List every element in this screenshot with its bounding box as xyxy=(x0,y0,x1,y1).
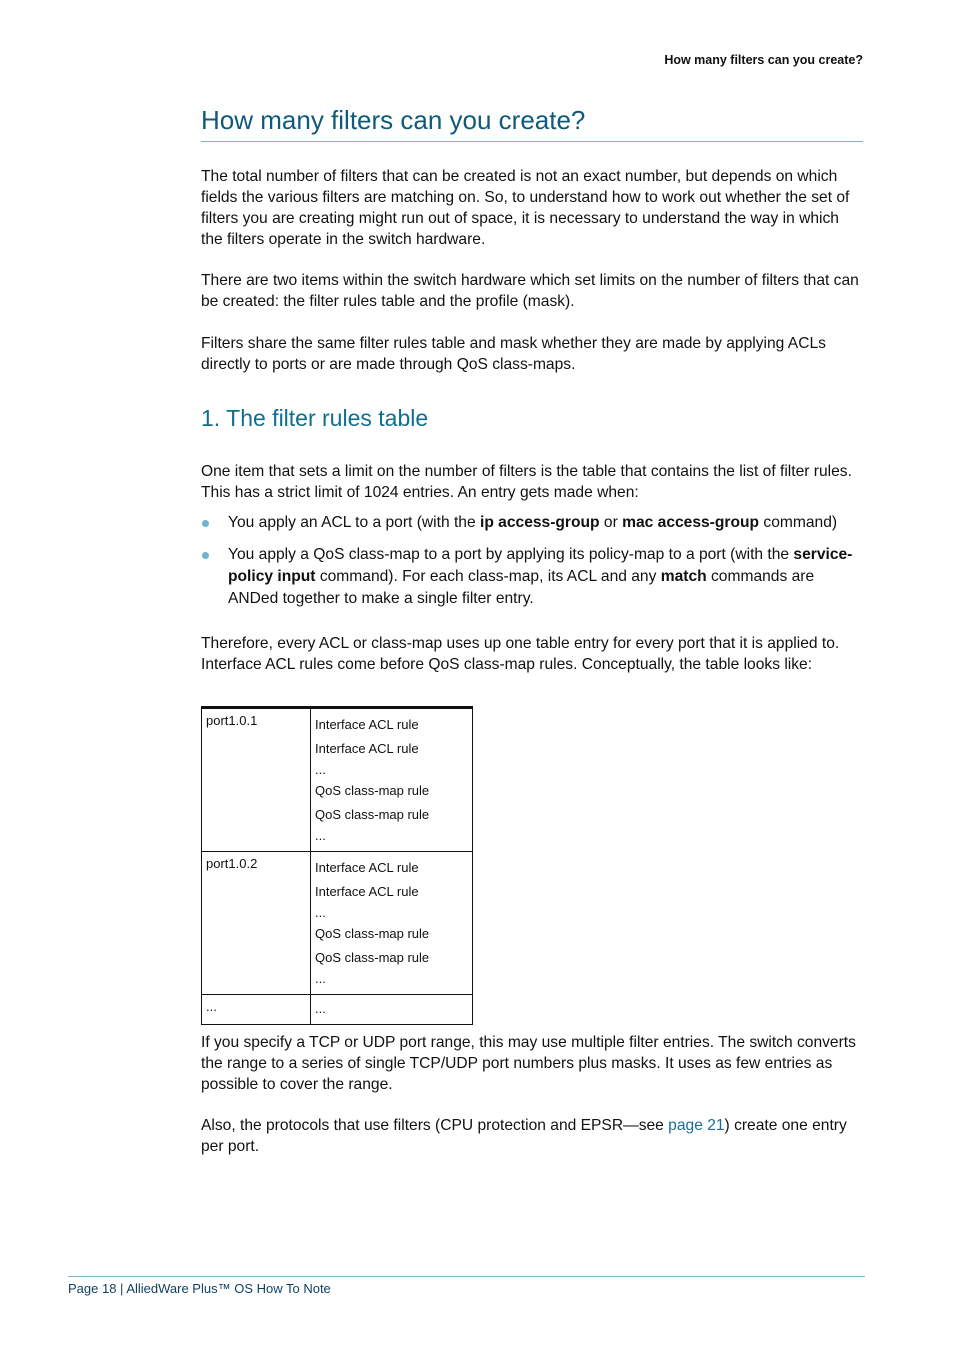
rule-line: QoS class-map rule xyxy=(315,926,430,941)
command-name: ip access-group xyxy=(479,514,600,531)
section-paragraph-1: One item that sets a limit on the number of filters is the table that contains the list of filter rules. This has a strict limit of 1024 entries. An entry gets made when: xyxy=(201,463,852,501)
rule-line: Interface ACL rule xyxy=(315,860,419,875)
filter-rules-table xyxy=(201,706,473,1025)
rule-line: Interface ACL rule xyxy=(315,717,419,732)
section-paragraph-4 xyxy=(201,1115,863,1157)
table-row xyxy=(202,995,473,1025)
rules-cell xyxy=(311,708,473,852)
rule-line: ... xyxy=(315,905,326,920)
rule-line: QoS class-map rule xyxy=(315,949,430,965)
intro-paragraph-2: There are two items within the switch hardware which set limits on the number of filters that can be created: the filter rules table and the profile (mask). xyxy=(201,272,859,310)
intro-paragraph-3: Filters share the same filter rules table and mask whether they are made by applying ACLs directly to ports or are made through QoS class-maps. xyxy=(201,335,826,373)
rule-line: Interface ACL rule xyxy=(315,740,419,756)
rule-line: ... xyxy=(315,1001,326,1016)
rule-line: ... xyxy=(315,971,326,986)
section-paragraph-3: If you specify a TCP or UDP port range, this may use multiple filter entries. The switch converts the range to a series of single TCP/UDP port numbers plus masks. It uses as few entries as possible to cover the range. xyxy=(201,1034,856,1093)
rules-cell xyxy=(311,852,473,995)
bullet-text: or xyxy=(599,514,623,531)
table-row xyxy=(202,708,473,852)
command-name: mac access-group xyxy=(622,514,760,531)
footer-text: Page 18 | AlliedWare Plus™ OS How To Note xyxy=(68,1281,331,1296)
running-head: How many filters can you create? xyxy=(664,53,863,67)
rule-line: QoS class-map rule xyxy=(315,806,430,822)
rule-line: QoS class-map rule xyxy=(315,783,430,798)
port-cell: ... xyxy=(202,995,311,1025)
page-21-link[interactable]: page 21 xyxy=(668,1117,725,1134)
command-name: match xyxy=(660,568,707,585)
table-row xyxy=(202,852,473,995)
footer-divider xyxy=(68,1276,865,1277)
bullet-item xyxy=(201,512,863,534)
paragraph-text: ) create one entry per port. xyxy=(201,1117,847,1155)
port-cell: port1.0.2 xyxy=(202,852,311,995)
bullet-text: You apply a QoS class-map to a port by applying its policy-map to a port (with the xyxy=(228,546,794,563)
bullet-dot-icon xyxy=(202,552,209,559)
bullet-text: You apply an ACL to a port (with the xyxy=(228,514,480,531)
rule-line: Interface ACL rule xyxy=(315,883,419,899)
bullet-dot-icon xyxy=(202,520,209,527)
page-title: How many filters can you create? xyxy=(201,105,863,142)
rules-cell xyxy=(311,995,473,1025)
section-paragraph-2: Therefore, every ACL or class-map uses up one table entry for every port that it is applied to. Interface ACL rules come before QoS class-map rules. Conceptually, the table looks like: xyxy=(201,635,840,673)
rule-line: ... xyxy=(315,762,326,777)
section-title: 1. The filter rules table xyxy=(201,405,429,431)
command-name: service-policy input xyxy=(228,546,853,585)
rule-line: ... xyxy=(315,828,326,843)
paragraph-text: Also, the protocols that use filters (CPU protection and EPSR—see xyxy=(201,1117,669,1134)
bullet-text: commands are ANDed together to make a single filter entry. xyxy=(228,568,815,607)
bullet-text: command). For each class-map, its ACL and any xyxy=(315,568,661,585)
port-cell: port1.0.1 xyxy=(202,708,311,852)
bullet-text: command) xyxy=(759,514,838,531)
intro-paragraph-1: The total number of filters that can be created is not an exact number, but depends on which fields the various filters are matching on. So, to understand how to work out whether the set of filters you are creating might run out of space, it is necessary to understand the way in which the filters operate in the switch hardware. xyxy=(201,168,850,248)
bullet-item xyxy=(201,544,863,610)
bullet-list xyxy=(201,512,863,610)
